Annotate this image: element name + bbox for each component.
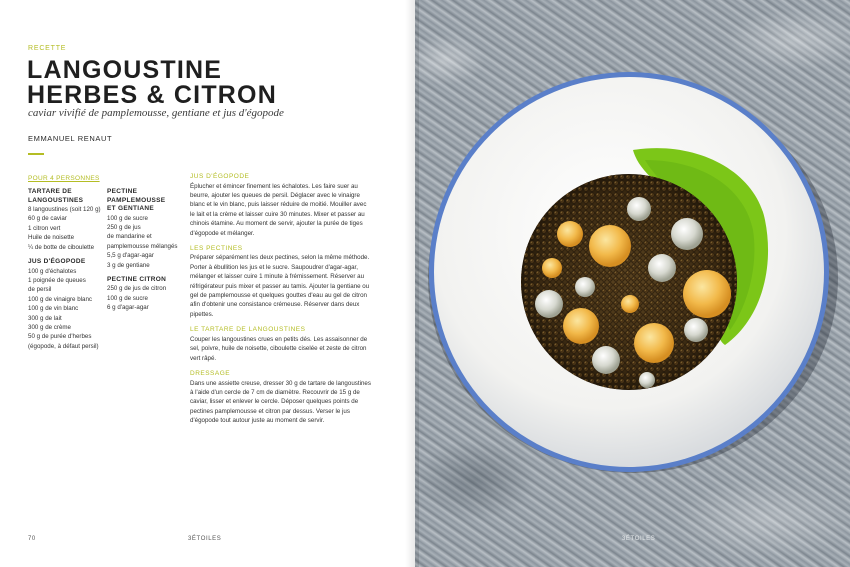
- ingredient-item: 1 poignée de queues: [28, 276, 86, 284]
- ingredient-group-jus: [28, 258, 106, 351]
- step-text: Préparer séparément les deux pectines, selon la même méthode. Porter à ébullition les jus et le sucre. Saupoudrer d'agar-agar, mélanger et laisser cuire 1 minute à frémissement. Réserver au réfrigérateur puis mixer et passer au tamis. Ajouter la gentiane ou gel de pamplemousse et quelques gouttes d'eau au gel de citron afin d'obtenir une consistance crémeuse. Réserver dans deux pipettes.: [190, 254, 370, 318]
- pectine-drop: [589, 225, 631, 267]
- ingredient-item: 3 g de gentiane: [107, 261, 150, 269]
- ingredient-item: 1 citron vert: [28, 224, 61, 232]
- ingredient-group-heading: PECTINE CITRON: [107, 275, 167, 283]
- pectine-drop: [542, 258, 562, 278]
- pectine-drop: [634, 323, 674, 363]
- ingredient-group-pectine-gentiane: [107, 188, 185, 270]
- ingredient-item: 60 g de caviar: [28, 215, 67, 223]
- ingredient-item: 100 g de vin blanc: [28, 305, 79, 313]
- ingredient-item: 250 g de jus de citron: [107, 285, 167, 293]
- step-text: Couper les langoustines crues en petits dés. Les assaisonner de sel, poivre, huile de noisette, ciboulette ciselée et zeste de citron vert râpé.: [190, 335, 368, 362]
- pectine-drop: [563, 308, 599, 344]
- ingredient-item: 6 g d'agar-agar: [107, 304, 149, 312]
- ingredient-item: 8 langoustines (soit 120 g): [28, 206, 101, 213]
- ingredient-item: (égopode, à défaut persil): [28, 342, 99, 350]
- ingredient-item: 300 g de crème: [28, 323, 71, 331]
- page-number: 70: [28, 536, 36, 542]
- ingredient-item: 50 g de purée d'herbes: [28, 333, 92, 341]
- left-page: [0, 0, 415, 567]
- right-running-footer: 3ÉTOILES: [622, 536, 656, 542]
- pectine-drop: [557, 221, 583, 247]
- ingredient-item: pamplemousse mélangés: [107, 242, 178, 250]
- citron-drop: [648, 254, 676, 282]
- ingredients-column-1: [28, 188, 106, 357]
- citron-drop: [592, 346, 620, 374]
- heading-line: TARTARE DE: [28, 188, 72, 195]
- pectine-drop: [683, 270, 731, 318]
- heading-line: PAMPLEMOUSSE: [107, 196, 166, 204]
- step-heading: JUS D'ÉGOPODE: [190, 173, 250, 180]
- recipe-subtitle: caviar vivifié de pamplemousse, gentiane et jus d'égopode: [28, 107, 284, 119]
- citron-drop: [671, 218, 703, 250]
- citron-drop: [639, 372, 655, 388]
- right-page-photo: [415, 0, 850, 567]
- ingredient-item: de persil: [28, 286, 52, 294]
- ingredient-group-heading: [28, 188, 106, 205]
- ingredient-group-pectine-citron: [107, 276, 185, 313]
- recipe-title: [27, 58, 277, 108]
- ingredient-item: ¼ de botte de ciboulette: [28, 243, 95, 251]
- ingredient-item: 300 g de lait: [28, 314, 62, 322]
- heading-line: PECTINE: [107, 188, 138, 195]
- method-column: [190, 173, 372, 433]
- ingredient-group-tartare: [28, 188, 106, 252]
- heading-line: ET GENTIANE: [107, 205, 154, 212]
- recipe-title-line-1: LANGOUSTINE: [27, 56, 223, 84]
- citron-drop: [627, 197, 651, 221]
- recipe-kicker: RECETTE: [28, 45, 67, 52]
- recipe-title-line-2: HERBES & CITRON: [27, 81, 277, 109]
- servings-label: POUR 4 PERSONNES: [28, 175, 100, 182]
- heading-line: LANGOUSTINES: [28, 196, 84, 204]
- step-text: Éplucher et émincer finement les échalotes. Les faire suer au beurre, ajouter les queues de persil. Déglacer avec le vinaigre blanc et le vin blanc, puis laisser réduire de moitié. Mouiller avec le lait et la crème et laisser cuire 30 minutes. Mixer et passer au chinois étamine. Au moment de servir, ajouter la purée de tiges d'égopode et mélanger.: [190, 182, 367, 237]
- dish-photo: [415, 0, 850, 567]
- ingredient-item: Huile de noisette: [28, 234, 75, 242]
- ingredient-item: 5,5 g d'agar-agar: [107, 252, 154, 260]
- step-heading: DRESSAGE: [190, 370, 231, 377]
- book-gutter: [405, 0, 419, 567]
- ingredient-item: 100 g de sucre: [107, 294, 148, 302]
- accent-rule: [28, 153, 44, 155]
- pectine-drop: [621, 295, 639, 313]
- step-heading: LE TARTARE DE LANGOUSTINES: [190, 326, 306, 334]
- ingredient-item: 250 g de jus: [107, 223, 141, 231]
- ingredient-item: 100 g d'échalotes: [28, 267, 77, 275]
- citron-drop: [535, 290, 563, 318]
- ingredient-item: de mandarine et: [107, 233, 152, 241]
- citron-drop: [575, 277, 595, 297]
- step-heading: LES PECTINES: [190, 244, 243, 252]
- ingredient-group-heading: [107, 188, 185, 214]
- ingredient-item: 100 g de sucre: [107, 214, 148, 222]
- chef-name: EMMANUEL RENAUT: [28, 134, 113, 143]
- ingredient-item: 100 g de vinaigre blanc: [28, 295, 92, 303]
- ingredients-column-2: [107, 188, 185, 319]
- step-text: Dans une assiette creuse, dresser 30 g de tartare de langoustines à l'aide d'un cercle de 7 cm de diamètre. Recouvrir de 15 g de caviar, lisser et enlever le cercle. Déposer quelques points de pectines pamplemousse et citron par dessus. Verser le jus d'égopode tout autour juste au moment de servir.: [190, 379, 371, 425]
- ingredient-group-heading: JUS D'ÉGOPODE: [28, 258, 86, 266]
- citron-drop: [684, 318, 708, 342]
- running-footer-title: 3ÉTOILES: [188, 536, 222, 542]
